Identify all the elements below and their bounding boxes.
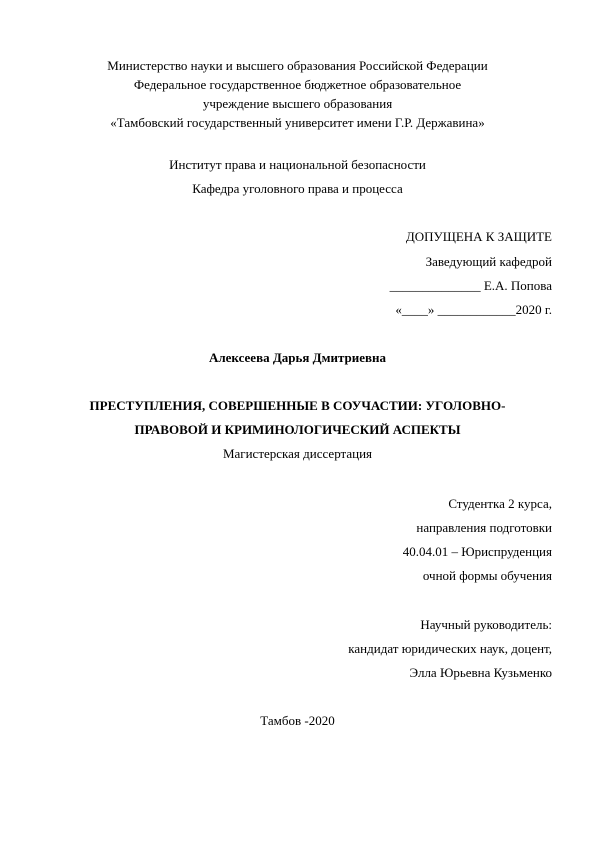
supervisor-degree: кандидат юридических наук, доцент, <box>348 641 552 656</box>
thesis-type: Магистерская диссертация <box>222 446 373 461</box>
city-year: Тамбов -2020 <box>260 713 335 728</box>
thesis-title-line-2: ПРАВОВОЙ И КРИМИНОЛОГИЧЕСКИЙ АСПЕКТЫ <box>134 422 461 437</box>
institution-line-2: учреждение высшего образования <box>202 96 393 111</box>
student-direction-label: направления подготовки <box>416 520 552 535</box>
student-course: Студентка 2 курса, <box>448 496 552 511</box>
approval-position: Заведующий кафедрой <box>425 254 552 269</box>
institution-line-1: Федеральное государственное бюджетное образовательное <box>133 77 462 92</box>
institute-name: Институт права и национальной безопасности <box>169 157 426 172</box>
approval-title: ДОПУЩЕНА К ЗАЩИТЕ <box>405 229 552 244</box>
supervisor-label: Научный руководитель: <box>420 617 552 632</box>
ministry-line: Министерство науки и высшего образования Российской Федерации <box>107 58 488 73</box>
university-name: «Тамбовский государственный университет имени Г.Р. Державина» <box>110 115 485 130</box>
student-direction-code: 40.04.01 – Юриспруденция <box>402 544 552 559</box>
approval-signature: ______________ Е.А. Попова <box>389 278 552 293</box>
supervisor-name: Элла Юрьевна Кузьменко <box>409 665 552 680</box>
approval-date: «____» ____________2020 г. <box>395 302 552 317</box>
department-name: Кафедра уголовного права и процесса <box>192 181 403 196</box>
author-name: Алексеева Дарья Дмитриевна <box>208 350 387 365</box>
thesis-title-line-1: ПРЕСТУПЛЕНИЯ, СОВЕРШЕННЫЕ В СОУЧАСТИИ: УГОЛОВНО- <box>89 398 506 413</box>
student-study-form: очной формы обучения <box>422 568 552 583</box>
